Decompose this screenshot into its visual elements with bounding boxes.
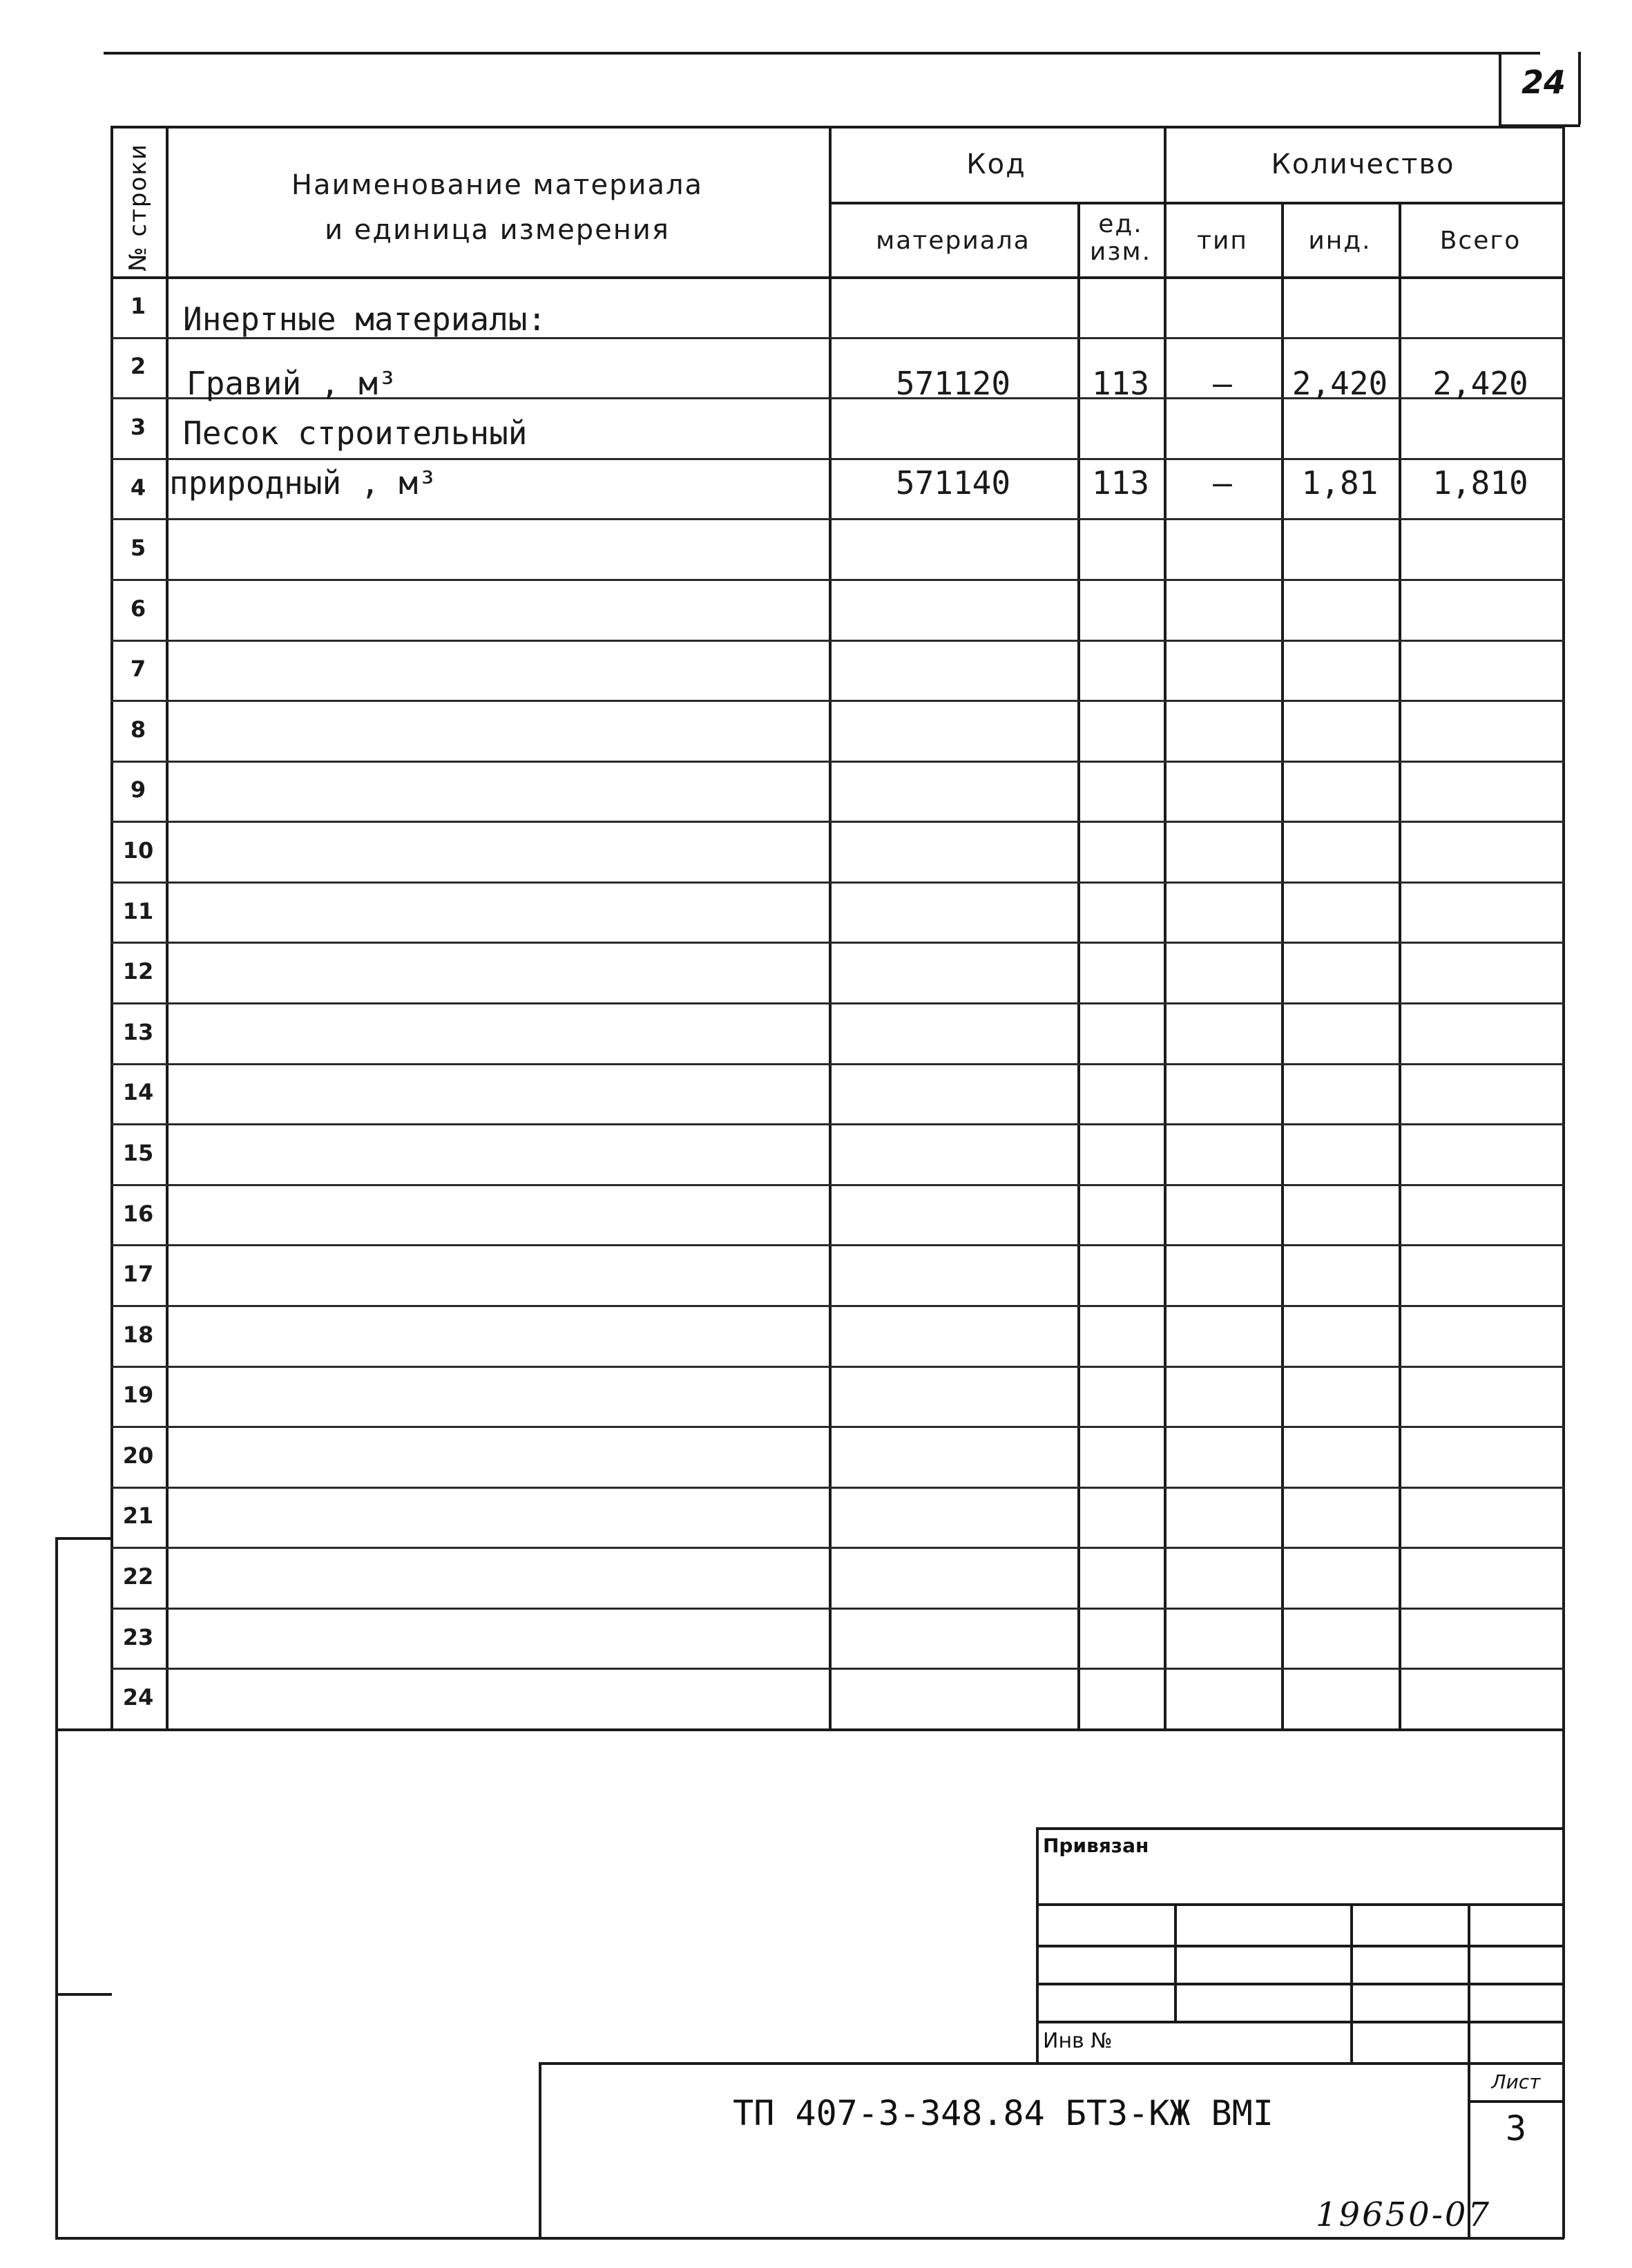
row-number: 22 <box>122 1563 154 1590</box>
row-number: 14 <box>122 1079 154 1106</box>
row-number: 21 <box>122 1503 154 1530</box>
bound-row-2 <box>1036 1945 1564 1947</box>
header-bottom-rule <box>111 276 1564 279</box>
top-rule <box>104 52 1540 55</box>
row-separator <box>111 1184 1564 1186</box>
row-number: 7 <box>130 656 146 683</box>
row-number: 13 <box>122 1018 154 1045</box>
quantity-group-header: Количество <box>1271 149 1455 180</box>
code-column-divider <box>1077 202 1080 1728</box>
row-number: 15 <box>122 1139 154 1166</box>
row-2-type: – <box>1213 365 1232 402</box>
row-number: 19 <box>122 1382 154 1409</box>
row-4-ind: 1,81 <box>1301 464 1379 502</box>
row-number: 20 <box>122 1442 154 1469</box>
page-number-box-right <box>1578 52 1581 124</box>
margin-strip-top <box>55 1537 112 1540</box>
row-1-name: Инертные материалы: <box>183 301 547 338</box>
bound-col-1 <box>1174 1903 1177 2021</box>
document-code: ТП 407-3-348.84 БТЗ-КЖ ВМI <box>733 2093 1274 2133</box>
row-number: 4 <box>130 474 146 501</box>
row-2-name: Гравий , м³ <box>186 365 397 402</box>
sheet-box-divider <box>1468 2100 1564 2103</box>
type-header: тип <box>1197 227 1248 255</box>
row-separator <box>111 700 1564 702</box>
row-number: 18 <box>122 1321 154 1348</box>
row-3-name: Песок строительный <box>183 414 528 452</box>
row-2-ind: 2,420 <box>1292 365 1388 402</box>
unit-header: ед. изм. <box>1089 210 1152 266</box>
row-number: 1 <box>130 292 146 319</box>
row-number: 6 <box>130 595 146 622</box>
row-separator <box>111 1547 1564 1549</box>
name-header-line2: и единица измерения <box>325 214 670 246</box>
bound-col-2 <box>1350 1903 1353 2064</box>
row-separator <box>111 1244 1564 1246</box>
row-separator <box>111 1487 1564 1489</box>
row-number-header: № строки <box>124 143 152 271</box>
margin-strip-outer <box>55 1537 58 2238</box>
row-separator <box>111 1668 1564 1670</box>
row-number: 17 <box>122 1261 154 1288</box>
row-4-code: 571140 <box>895 464 1011 502</box>
margin-strip-mid <box>55 1993 112 1996</box>
row-number: 3 <box>130 413 146 440</box>
total-header: Всего <box>1439 227 1521 255</box>
bound-label: Привязан <box>1043 1834 1149 1857</box>
row-separator <box>111 1063 1564 1065</box>
sheet-number: 3 <box>1505 2108 1527 2148</box>
row-number: 2 <box>130 353 146 380</box>
type-column-divider <box>1281 202 1284 1728</box>
page-number-box-left <box>1499 52 1501 124</box>
row-separator <box>111 761 1564 763</box>
row-separator <box>111 821 1564 823</box>
row-number: 16 <box>122 1200 154 1227</box>
code-box-top <box>539 2062 1564 2065</box>
row-number: 9 <box>130 776 146 803</box>
row-2-total: 2,420 <box>1432 365 1528 402</box>
row-separator <box>111 942 1564 944</box>
row-separator <box>111 882 1564 884</box>
row-separator <box>111 518 1564 520</box>
row-4-total: 1,810 <box>1432 464 1528 502</box>
row-separator <box>111 1002 1564 1004</box>
row-separator <box>111 579 1564 581</box>
row-separator <box>111 640 1564 642</box>
row-separator <box>111 1366 1564 1368</box>
table-top-border <box>111 126 1564 128</box>
row-number: 24 <box>122 1684 154 1711</box>
row-4-name: природный , м³ <box>169 464 437 502</box>
inv-label: Инв № <box>1043 2029 1113 2053</box>
sheet-label: Лист <box>1491 2070 1541 2093</box>
page-number: 24 <box>1521 64 1566 101</box>
row-number: 5 <box>130 535 146 562</box>
bound-col-3 <box>1468 1903 1470 2064</box>
row-separator <box>111 458 1564 460</box>
code-material-header: материала <box>876 227 1030 255</box>
row-number: 8 <box>130 716 146 743</box>
ind-column-divider <box>1399 202 1401 1728</box>
bound-row-4 <box>1036 2021 1564 2023</box>
code-box-left <box>539 2062 541 2238</box>
lower-frame-top <box>55 1728 1564 1731</box>
bound-box-top <box>1036 1827 1564 1830</box>
ind-header: инд. <box>1308 227 1372 255</box>
row-separator <box>111 1123 1564 1125</box>
row-2-code: 571120 <box>895 365 1011 402</box>
row-number: 12 <box>122 958 154 985</box>
lower-frame-bottom <box>55 2237 1564 2240</box>
row-separator <box>111 1426 1564 1428</box>
row-separator <box>111 1608 1564 1610</box>
footer-note: 19650-07 <box>1316 2195 1491 2234</box>
code-group-header: Код <box>966 149 1026 180</box>
bound-row-3 <box>1036 1983 1564 1985</box>
row-number: 10 <box>122 837 154 864</box>
header-subgroup-rule <box>829 202 1564 204</box>
row-separator <box>111 1305 1564 1307</box>
row-2-unit: 113 <box>1091 365 1150 402</box>
bound-row-1 <box>1036 1903 1564 1906</box>
row-4-unit: 113 <box>1091 464 1150 502</box>
name-header-line1: Наименование материала <box>291 169 704 201</box>
row-number: 11 <box>122 897 154 924</box>
row-4-type: – <box>1213 464 1232 502</box>
row-number: 23 <box>122 1623 154 1650</box>
